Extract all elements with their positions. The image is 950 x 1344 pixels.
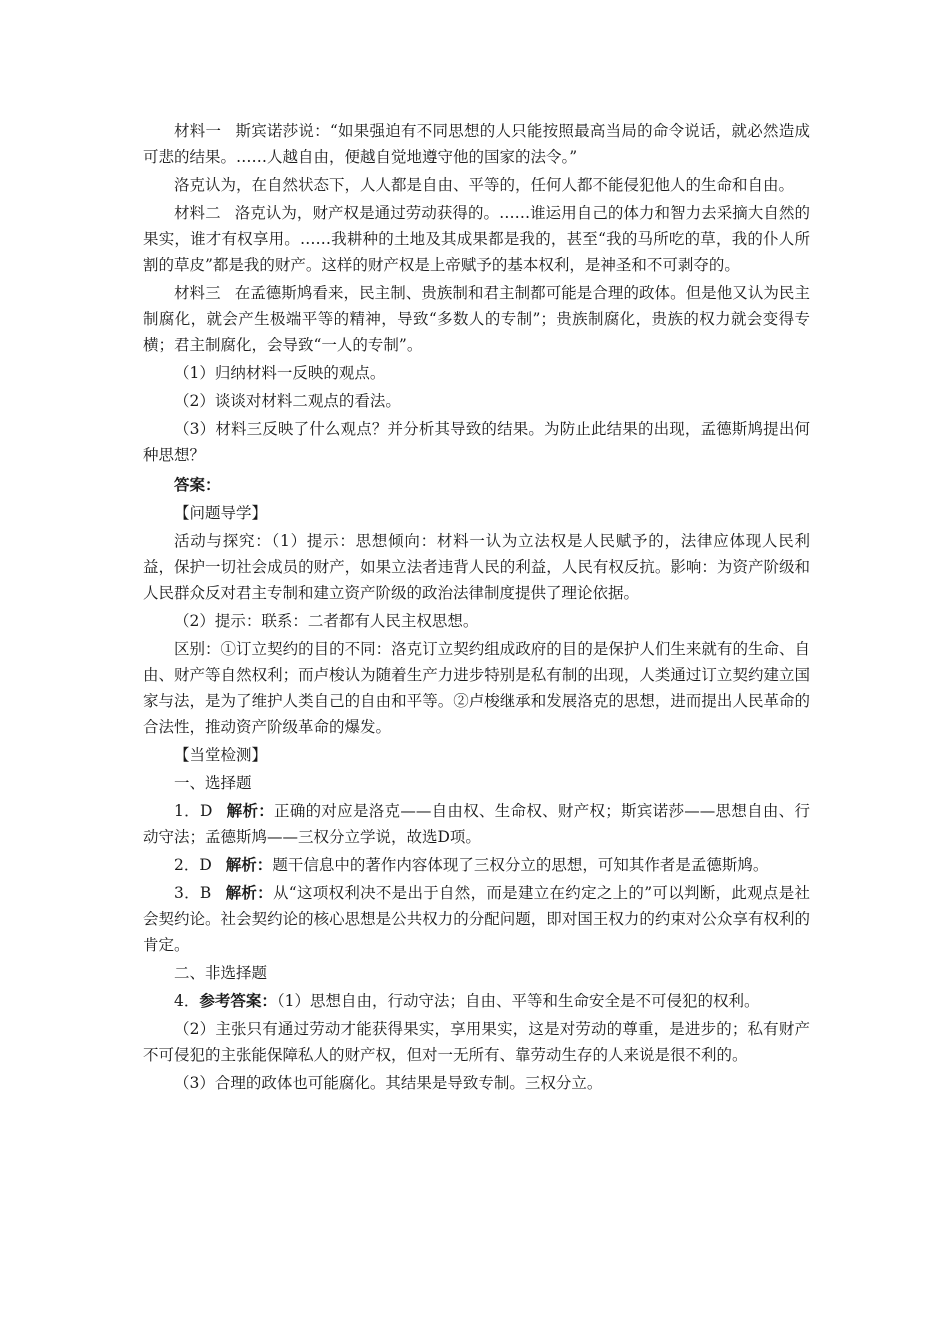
material-one-label: 材料一 <box>174 122 222 140</box>
material-three-label: 材料三 <box>174 284 221 302</box>
answer-4-text: （1）思想自由，行动守法；自由、平等和生命安全是不可侵犯的权利。 <box>276 992 760 1010</box>
answer-4-label: 参考答案： <box>199 991 277 1010</box>
check-heading: 【当堂检测】 <box>174 746 268 764</box>
answer-3 <box>143 880 810 958</box>
answer-heading: 答案： <box>174 475 221 494</box>
guide-activity: 活动与探究：（1）提示：思想倾向：材料一认为立法权是人民赋予的，法律应体现人民利益，保护一切社会成员的财产，如果立法者违背人民的利益，人民有权反抗。影响：为资产阶级和人民群众反对君主专制和建立资产阶级的政治法律制度提供了理论依据。 <box>143 532 810 602</box>
material-three <box>143 280 810 358</box>
material-two-text: 洛克认为，财产权是通过劳动获得的。……谁运用自己的体力和智力去采摘大自然的果实，谁才有权享用。……我耕种的土地及其成果都是我的，甚至“我的马所吃的草，我的仆人所割的草皮”都是我的财产。这样的财产权是上帝赋予的基本权利，是神圣和不可剥夺的。 <box>143 204 810 274</box>
answer-2 <box>143 852 810 878</box>
answer-3-text: 从“这项权利决不是出于自然，而是建立在约定之上的”可以判断，此观点是社会契约论。社会契约论的核心思想是公共权力的分配问题，即对国王权力的约束对公众享有权利的肯定。 <box>143 884 810 954</box>
answer-1-text: 正确的对应是洛克——自由权、生命权、财产权；斯宾诺莎——思想自由、行动守法；孟德斯鸠——三权分立学说，故选D项。 <box>143 802 810 846</box>
guide-heading: 【问题导学】 <box>174 504 268 522</box>
material-two-label: 材料二 <box>174 204 221 222</box>
question-2: （2）谈谈对材料二观点的看法。 <box>174 392 401 410</box>
section-choice: 一、选择题 <box>174 774 252 792</box>
answer-2-label: 解析： <box>225 855 273 874</box>
answer-1-prefix: 1．D <box>174 802 213 820</box>
answer-4-part-2: （2）主张只有通过劳动才能获得果实，享用果实，这是对劳动的尊重，是进步的；私有财产不可侵犯的主张能保障私人的财产权，但对一无所有、靠劳动生存的人来说是很不利的。 <box>143 1020 810 1064</box>
material-three-text: 在孟德斯鸠看来，民主制、贵族制和君主制都可能是合理的政体。但是他又认为民主制腐化，就会产生极端平等的精神，导致“多数人的专制”；贵族制腐化，贵族的权力就会变得专横；君主制腐化，会导致“一人的专制”。 <box>143 284 810 354</box>
guide-hint-2: （2）提示：联系：二者都有人民主权思想。 <box>174 612 479 630</box>
material-one-text: 斯宾诺莎说：“如果强迫有不同思想的人只能按照最高当局的命令说话，就必然造成可悲的结果。……人越自由，便越自觉地遵守他的国家的法令。” <box>143 122 810 166</box>
answer-4-prefix: 4． <box>174 992 200 1010</box>
document-body <box>143 118 810 1096</box>
guide-difference: 区别：①订立契约的目的不同：洛克订立契约组成政府的目的是保护人们生来就有的生命、自由、财产等自然权利；而卢梭认为随着生产力进步特别是私有制的出现，人类通过订立契约建立国家与法，是为了维护人类自己的自由和平等。②卢梭继承和发展洛克的思想，进而提出人民革命的合法性，推动资产阶级革命的爆发。 <box>143 640 810 736</box>
answer-4 <box>143 988 810 1014</box>
material-one <box>143 118 810 170</box>
answer-3-prefix: 3．B <box>174 884 212 902</box>
answer-1 <box>143 798 810 850</box>
answer-4-part-3: （3）合理的政体也可能腐化。其结果是导致专制。三权分立。 <box>174 1074 603 1092</box>
answer-1-label: 解析： <box>226 801 275 820</box>
answer-2-prefix: 2．D <box>174 856 212 874</box>
material-two <box>143 200 810 278</box>
question-1: （1）归纳材料一反映的观点。 <box>174 364 386 382</box>
answer-3-label: 解析： <box>225 883 273 902</box>
question-3: （3）材料三反映了什么观点？并分析其导致的结果。为防止此结果的出现，孟德斯鸠提出何种思想？ <box>143 420 810 464</box>
answer-2-text: 题干信息中的著作内容体现了三权分立的思想，可知其作者是孟德斯鸠。 <box>272 856 769 874</box>
material-one-locke: 洛克认为，在自然状态下，人人都是自由、平等的，任何人都不能侵犯他人的生命和自由。 <box>174 176 795 194</box>
section-nonchoice: 二、非选择题 <box>174 964 268 982</box>
